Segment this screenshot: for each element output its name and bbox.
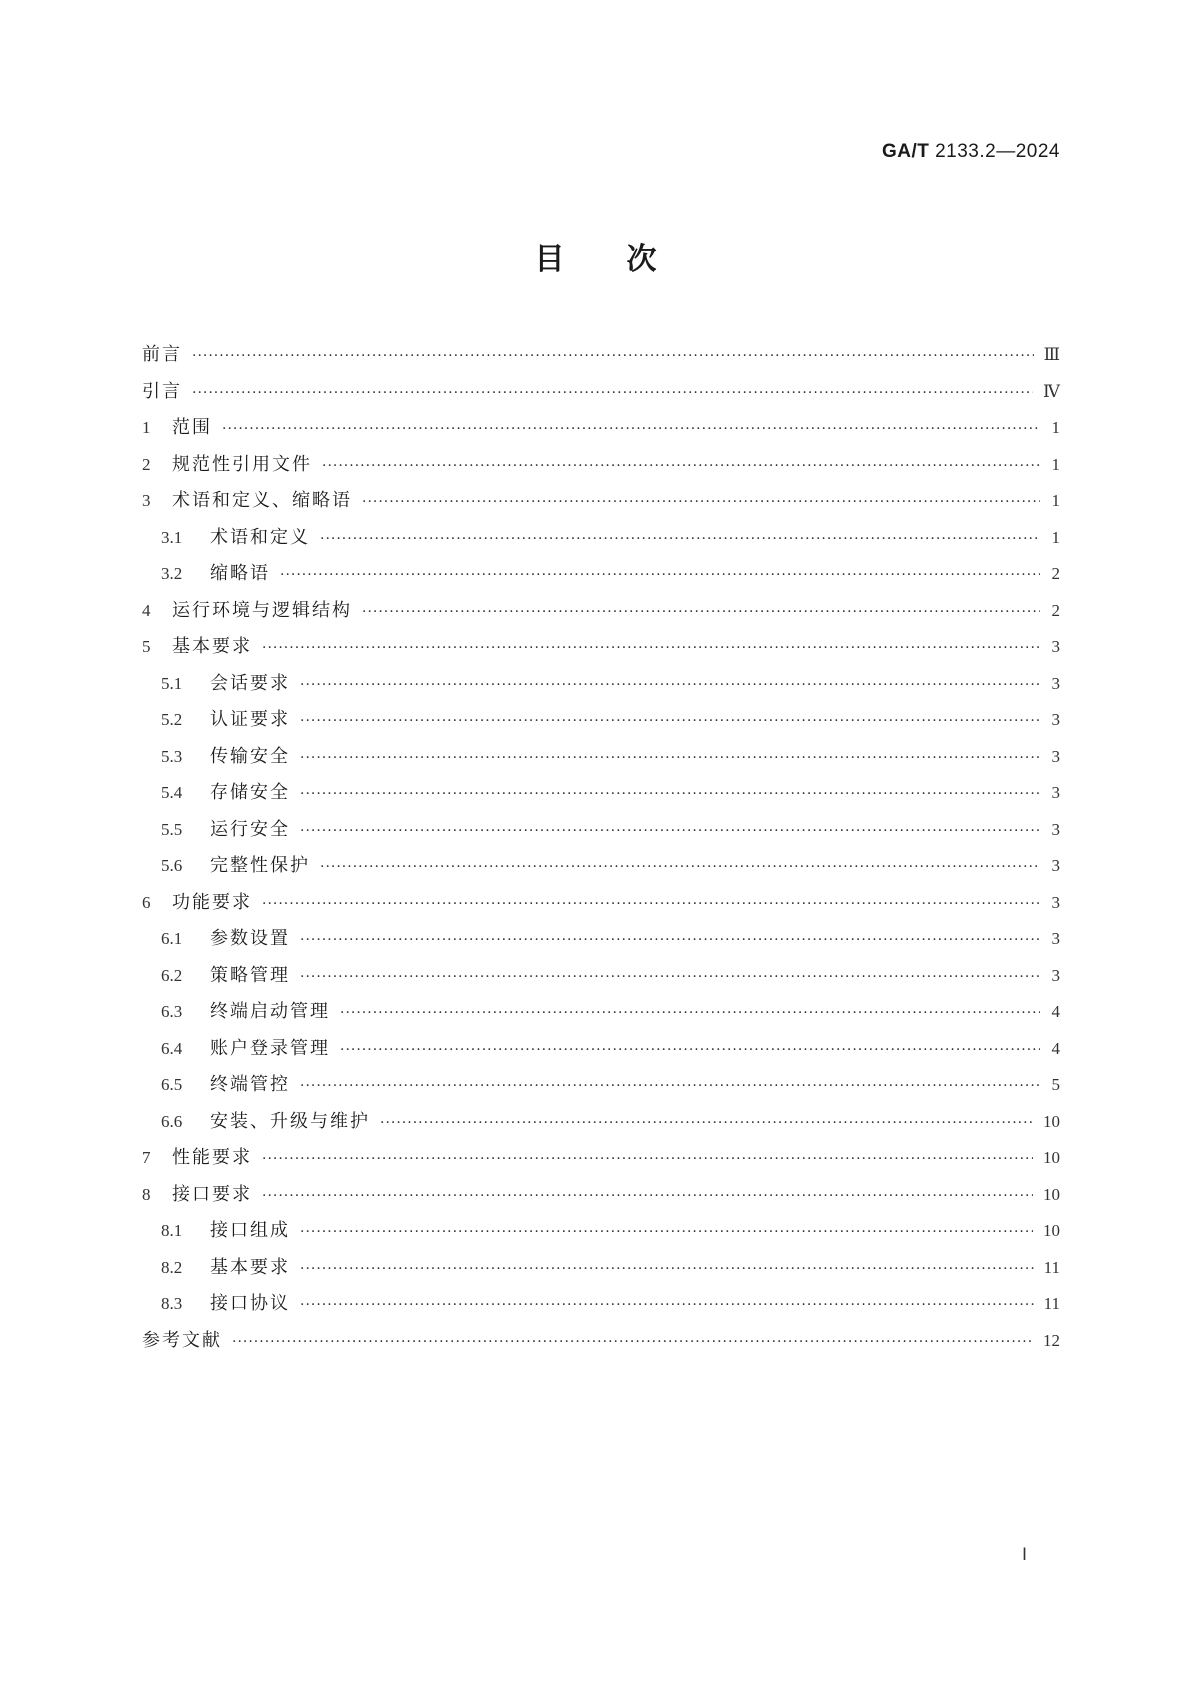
toc-entry-label: 接口组成 bbox=[210, 1220, 290, 1241]
toc-entry-number: 3.1 bbox=[161, 527, 183, 547]
toc-entry-number: 7 bbox=[142, 1148, 151, 1167]
toc-entry-number: 5.1 bbox=[161, 673, 183, 693]
toc-entry-number: 6.1 bbox=[161, 929, 183, 948]
toc-entry-number: 5.2 bbox=[161, 710, 183, 729]
toc-entry-page: 3 bbox=[1051, 710, 1060, 729]
toc-entry[interactable] bbox=[142, 958, 1060, 995]
toc-dot-leader bbox=[222, 411, 1040, 448]
toc-entry-label: 范围 bbox=[172, 417, 212, 438]
toc-entry-page: 10 bbox=[1043, 1111, 1060, 1131]
toc-entry[interactable] bbox=[142, 1213, 1060, 1250]
toc-dot-leader bbox=[280, 557, 1040, 594]
toc-entry-label: 参考文献 bbox=[142, 1329, 222, 1351]
toc-entry-page: 2 bbox=[1051, 600, 1060, 620]
toc-dot-leader bbox=[192, 375, 1033, 412]
toc-dot-leader bbox=[362, 594, 1040, 631]
toc-entry-page: 3 bbox=[1051, 746, 1060, 766]
toc-entry-label: 规范性引用文件 bbox=[172, 453, 312, 475]
toc-entry[interactable] bbox=[142, 702, 1060, 739]
toc-entry-number: 5.6 bbox=[161, 856, 183, 875]
toc-entry-number: 2 bbox=[142, 454, 151, 474]
toc-entry-page: 4 bbox=[1051, 1002, 1060, 1021]
page-title bbox=[0, 242, 1191, 277]
toc-entry[interactable] bbox=[142, 629, 1060, 666]
toc-entry-number: 8.2 bbox=[161, 1257, 183, 1277]
toc-entry[interactable] bbox=[142, 520, 1060, 557]
toc-dot-leader bbox=[322, 448, 1040, 485]
toc-entry-label: 接口要求 bbox=[172, 1183, 252, 1205]
toc-entry-page: 1 bbox=[1051, 527, 1060, 547]
table-of-contents bbox=[142, 337, 1060, 1359]
toc-dot-leader bbox=[362, 484, 1040, 521]
toc-entry-page: Ⅲ bbox=[1043, 345, 1060, 364]
toc-entry-page: 1 bbox=[1051, 418, 1060, 437]
toc-dot-leader bbox=[300, 703, 1040, 740]
toc-entry-label: 缩略语 bbox=[210, 563, 270, 584]
toc-entry[interactable] bbox=[142, 593, 1060, 630]
toc-dot-leader bbox=[262, 630, 1040, 667]
title-char-1: 目 bbox=[534, 242, 565, 277]
toc-entry-page: 3 bbox=[1051, 783, 1060, 802]
toc-entry-label: 术语和定义 bbox=[210, 526, 310, 548]
toc-entry-page: 11 bbox=[1043, 1257, 1060, 1277]
toc-entry[interactable] bbox=[142, 374, 1060, 411]
toc-entry-label: 存储安全 bbox=[210, 782, 290, 803]
toc-entry-page: 10 bbox=[1043, 1148, 1060, 1167]
toc-entry-number: 8 bbox=[142, 1184, 151, 1204]
toc-entry[interactable] bbox=[142, 1177, 1060, 1214]
toc-entry[interactable] bbox=[142, 848, 1060, 885]
toc-entry-number: 6.6 bbox=[161, 1111, 183, 1131]
toc-entry-number: 1 bbox=[142, 418, 151, 437]
toc-entry[interactable] bbox=[142, 666, 1060, 703]
toc-entry[interactable] bbox=[142, 921, 1060, 958]
toc-dot-leader bbox=[232, 1324, 1033, 1361]
toc-dot-leader bbox=[340, 1032, 1040, 1069]
toc-dot-leader bbox=[300, 1251, 1034, 1288]
toc-entry-label: 术语和定义、缩略语 bbox=[172, 490, 352, 511]
toc-dot-leader bbox=[300, 776, 1040, 813]
toc-dot-leader bbox=[300, 959, 1040, 996]
toc-entry-page: Ⅳ bbox=[1043, 381, 1060, 401]
standard-identifier bbox=[882, 142, 1060, 161]
toc-entry-label: 传输安全 bbox=[210, 745, 290, 767]
toc-entry-page: 1 bbox=[1051, 491, 1060, 510]
toc-entry-page: 3 bbox=[1051, 856, 1060, 875]
toc-entry-number: 6 bbox=[142, 892, 151, 912]
toc-entry[interactable] bbox=[142, 775, 1060, 812]
toc-entry[interactable] bbox=[142, 1104, 1060, 1141]
toc-entry[interactable] bbox=[142, 812, 1060, 849]
toc-entry-number: 8.3 bbox=[161, 1294, 183, 1313]
toc-entry-label: 参数设置 bbox=[210, 928, 290, 949]
toc-entry[interactable] bbox=[142, 337, 1060, 374]
toc-entry[interactable] bbox=[142, 447, 1060, 484]
toc-entry-label: 运行安全 bbox=[210, 818, 290, 840]
standard-number: 2133.2—2024 bbox=[935, 141, 1060, 162]
toc-dot-leader bbox=[340, 995, 1040, 1032]
toc-entry[interactable] bbox=[142, 1067, 1060, 1104]
toc-entry-page: 2 bbox=[1051, 564, 1060, 583]
toc-dot-leader bbox=[300, 667, 1040, 704]
toc-entry-number: 6.4 bbox=[161, 1038, 183, 1058]
toc-entry-label: 引言 bbox=[142, 380, 182, 402]
toc-entry-label: 终端管控 bbox=[210, 1074, 290, 1095]
toc-entry-page: 10 bbox=[1043, 1221, 1060, 1240]
toc-entry-label: 基本要求 bbox=[172, 636, 252, 657]
toc-entry-number: 5.4 bbox=[161, 783, 183, 802]
toc-entry-page: 3 bbox=[1051, 892, 1060, 912]
toc-entry-page: 10 bbox=[1043, 1184, 1060, 1204]
toc-entry-page: 12 bbox=[1043, 1330, 1060, 1350]
toc-dot-leader bbox=[300, 1068, 1040, 1105]
toc-entry-page: 11 bbox=[1043, 1294, 1060, 1313]
toc-dot-leader bbox=[262, 886, 1040, 923]
toc-entry-label: 性能要求 bbox=[172, 1147, 252, 1168]
toc-entry[interactable] bbox=[142, 1250, 1060, 1287]
toc-entry-page: 1 bbox=[1051, 454, 1060, 474]
toc-dot-leader bbox=[300, 1287, 1034, 1324]
toc-entry[interactable] bbox=[142, 1031, 1060, 1068]
toc-entry-label: 基本要求 bbox=[210, 1256, 290, 1278]
title-char-2: 次 bbox=[626, 242, 657, 277]
toc-dot-leader bbox=[262, 1178, 1033, 1215]
toc-entry-label: 功能要求 bbox=[172, 891, 252, 913]
toc-entry[interactable] bbox=[142, 739, 1060, 776]
toc-entry-number: 6.2 bbox=[161, 965, 183, 985]
toc-entry-number: 5 bbox=[142, 637, 151, 656]
toc-dot-leader bbox=[262, 1141, 1033, 1178]
toc-entry-page: 3 bbox=[1051, 929, 1060, 948]
toc-entry[interactable] bbox=[142, 994, 1060, 1031]
toc-entry-number: 6.5 bbox=[161, 1075, 183, 1094]
toc-entry-page: 4 bbox=[1051, 1038, 1060, 1058]
toc-entry-number: 5.3 bbox=[161, 746, 183, 766]
toc-dot-leader bbox=[192, 338, 1034, 375]
toc-entry-number: 6.3 bbox=[161, 1002, 183, 1021]
toc-entry-label: 会话要求 bbox=[210, 672, 290, 694]
toc-entry-number: 8.1 bbox=[161, 1221, 183, 1240]
toc-entry[interactable] bbox=[142, 556, 1060, 593]
toc-dot-leader bbox=[300, 1214, 1033, 1251]
toc-entry[interactable] bbox=[142, 1140, 1060, 1177]
toc-entry[interactable] bbox=[142, 1323, 1060, 1360]
toc-dot-leader bbox=[320, 849, 1040, 886]
toc-entry[interactable] bbox=[142, 410, 1060, 447]
page-number: Ⅰ bbox=[1022, 1545, 1028, 1564]
toc-entry-label: 前言 bbox=[142, 344, 182, 365]
toc-entry-number: 5.5 bbox=[161, 819, 183, 839]
toc-dot-leader bbox=[380, 1105, 1033, 1142]
toc-entry-label: 策略管理 bbox=[210, 964, 290, 986]
toc-dot-leader bbox=[300, 922, 1040, 959]
toc-entry[interactable] bbox=[142, 483, 1060, 520]
toc-entry-label: 接口协议 bbox=[210, 1293, 290, 1314]
toc-dot-leader bbox=[320, 521, 1040, 558]
standard-prefix: GA/T bbox=[881, 141, 930, 162]
toc-entry-page: 3 bbox=[1051, 819, 1060, 839]
toc-entry[interactable] bbox=[142, 1286, 1060, 1323]
toc-entry[interactable] bbox=[142, 885, 1060, 922]
toc-entry-page: 3 bbox=[1051, 965, 1060, 985]
toc-entry-page: 3 bbox=[1051, 673, 1060, 693]
toc-entry-page: 3 bbox=[1051, 637, 1060, 656]
toc-entry-number: 3 bbox=[142, 491, 151, 510]
toc-entry-label: 认证要求 bbox=[210, 709, 290, 730]
toc-dot-leader bbox=[300, 813, 1040, 850]
toc-entry-label: 终端启动管理 bbox=[210, 1001, 330, 1022]
toc-entry-label: 安装、升级与维护 bbox=[210, 1110, 370, 1132]
toc-entry-label: 账户登录管理 bbox=[210, 1037, 330, 1059]
toc-entry-page: 5 bbox=[1051, 1075, 1060, 1094]
toc-entry-label: 完整性保护 bbox=[210, 855, 310, 876]
toc-entry-number: 4 bbox=[142, 600, 151, 620]
toc-entry-number: 3.2 bbox=[161, 564, 183, 583]
toc-entry-label: 运行环境与逻辑结构 bbox=[172, 599, 352, 621]
toc-dot-leader bbox=[300, 740, 1040, 777]
